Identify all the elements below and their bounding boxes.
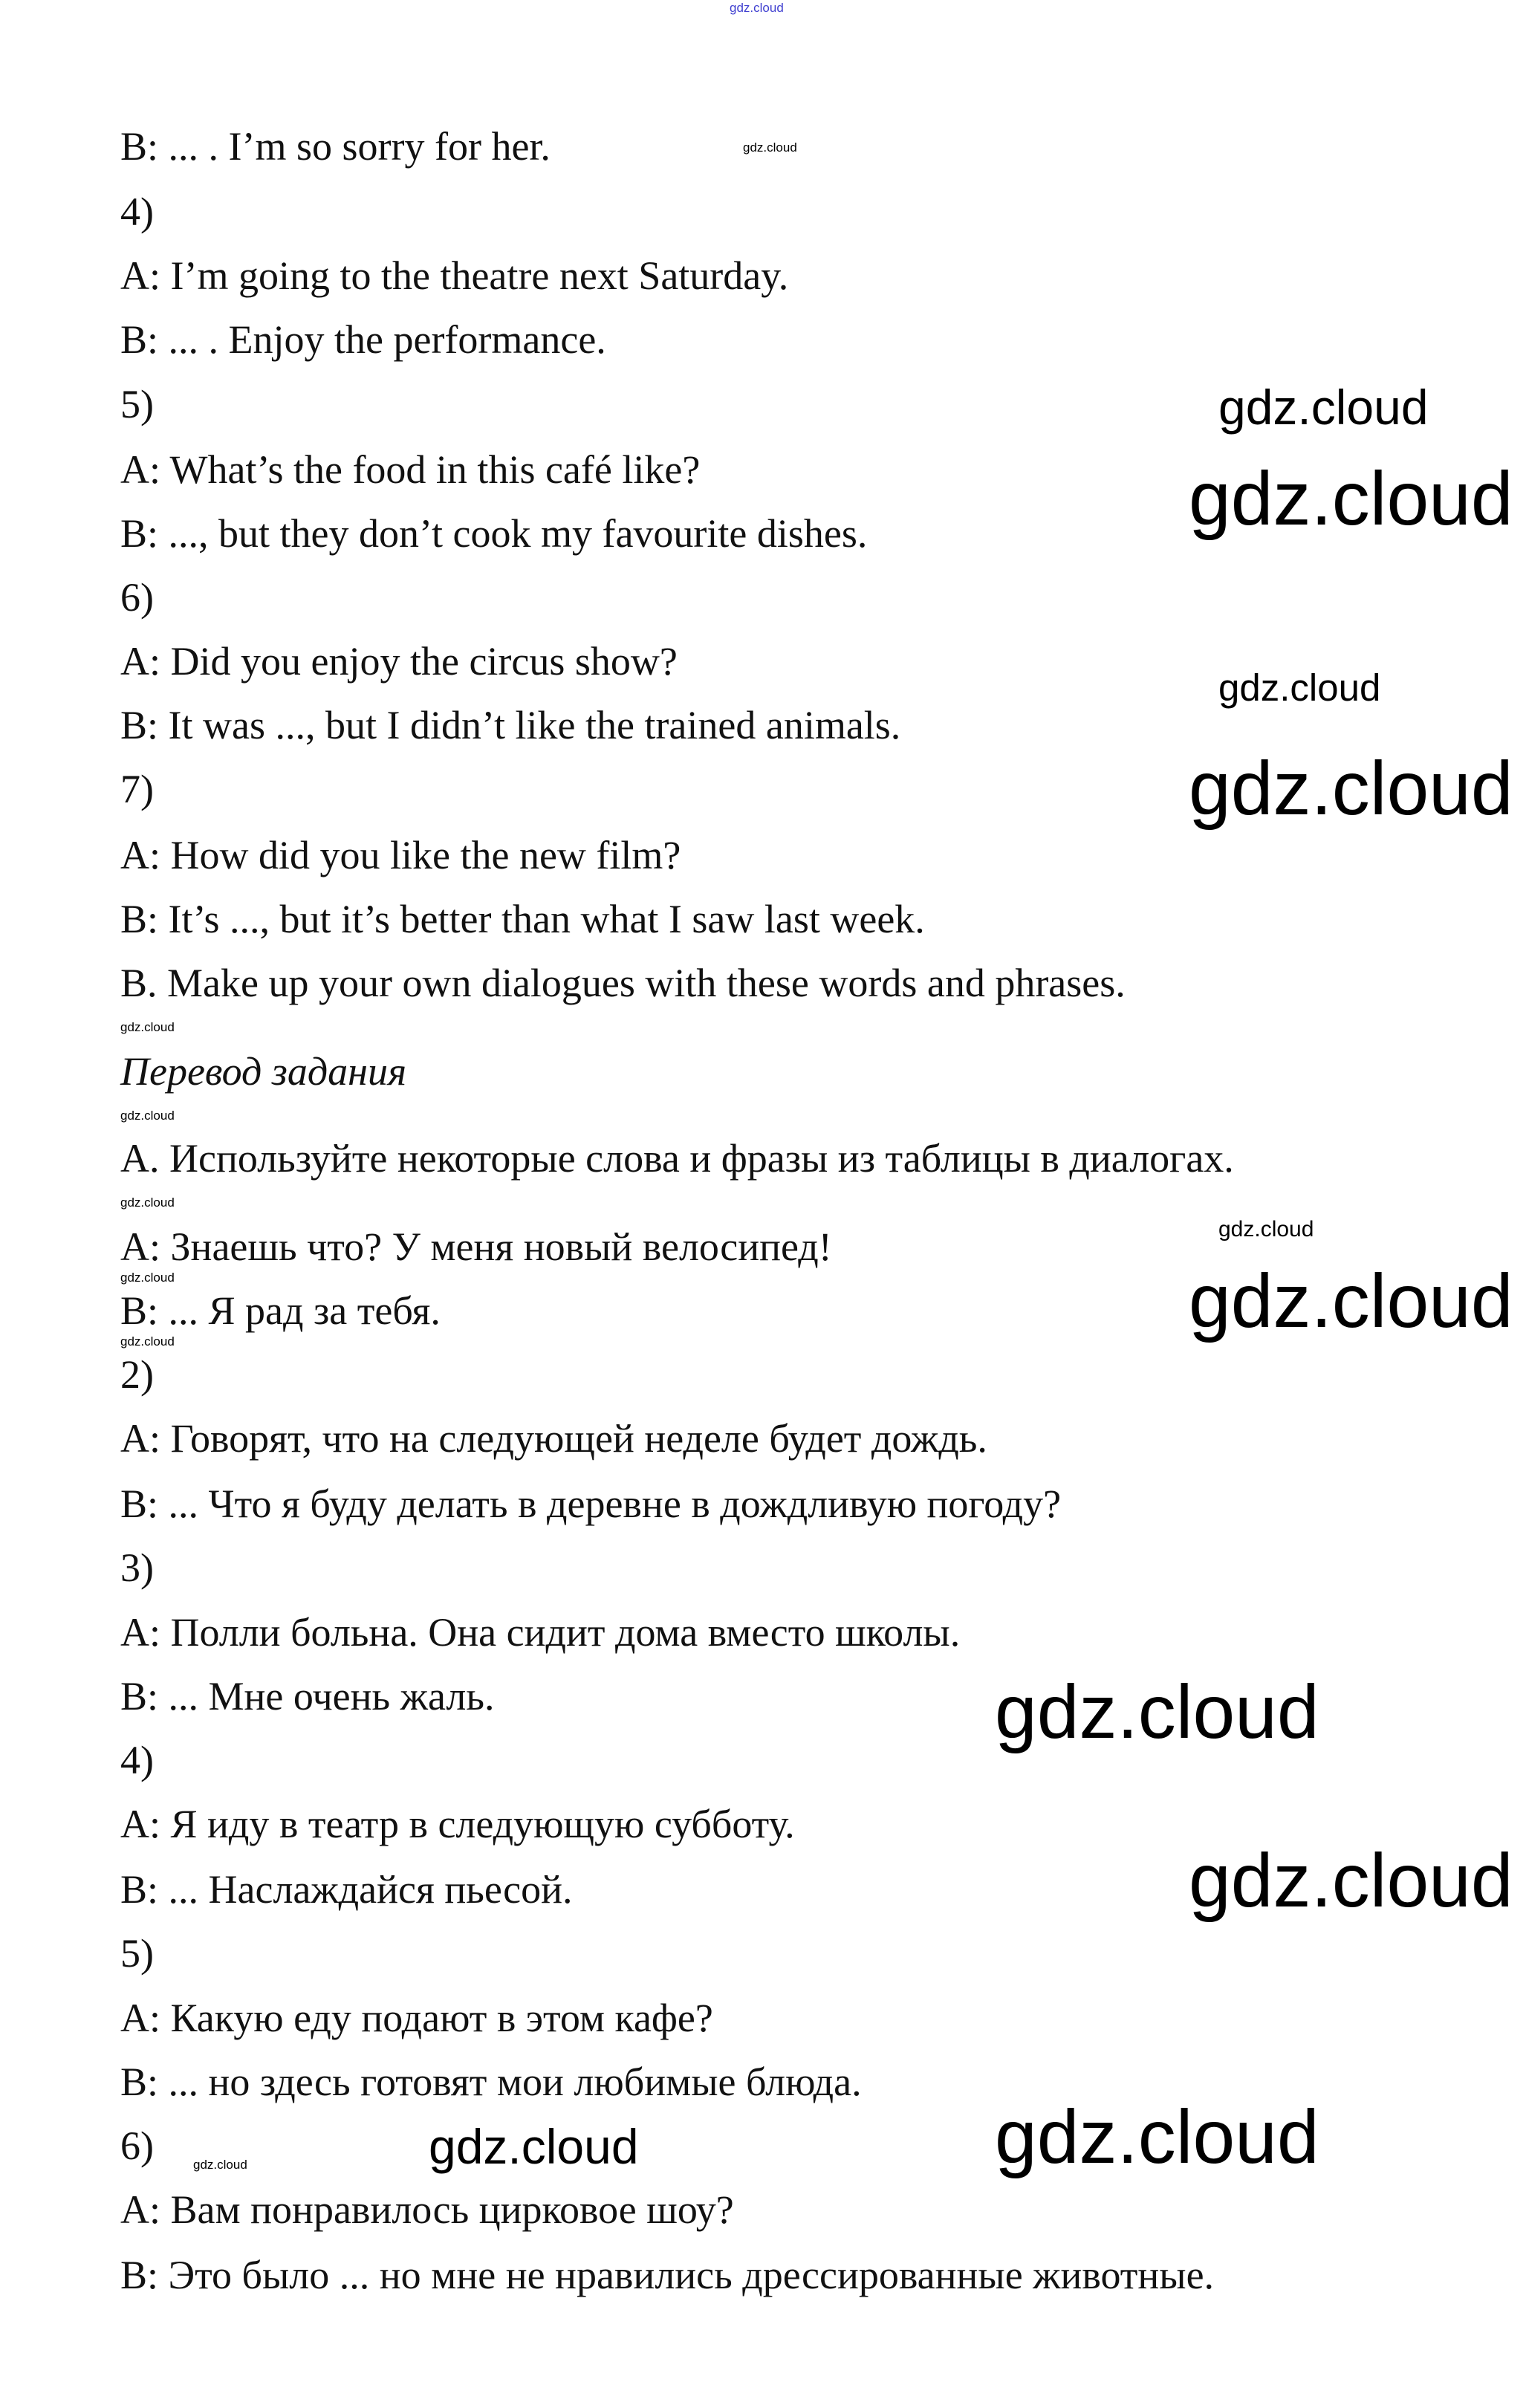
text-line: A: Вам понравилось цирковое шоу? bbox=[120, 2187, 734, 2232]
text-line: B: ... . I’m so sorry for her. bbox=[120, 124, 551, 169]
text-line: B: ... но здесь готовят мои любимые блюда. bbox=[120, 2060, 862, 2104]
watermark: gdz.cloud bbox=[1218, 1217, 1314, 1242]
text-line: B: It was ..., but I didn’t like the trained animals. bbox=[120, 703, 901, 747]
watermark: gdz.cloud bbox=[1189, 1838, 1513, 1923]
item-number: 2) bbox=[120, 1352, 154, 1397]
watermark: gdz.cloud bbox=[193, 2158, 247, 2172]
text-line: B: ... . Enjoy the performance. bbox=[120, 317, 606, 362]
text-line: A: Говорят, что на следующей неделе будет дождь. bbox=[120, 1416, 987, 1461]
text-line: A: Знаешь что? У меня новый велосипед! bbox=[120, 1224, 832, 1269]
text-line: A: Полли больна. Она сидит дома вместо школы. bbox=[120, 1610, 961, 1655]
item-number: 4) bbox=[120, 189, 154, 234]
task-instruction: А. Используйте некоторые слова и фразы из таблицы в диалогах. bbox=[120, 1136, 1234, 1181]
text-line: B: Это было ... но мне не нравились дрессированные животные. bbox=[120, 2253, 1215, 2297]
watermark: gdz.cloud bbox=[743, 140, 797, 155]
watermark: gdz.cloud bbox=[1189, 456, 1513, 541]
text-line: B: It’s ..., but it’s better than what I saw last week. bbox=[120, 897, 925, 941]
watermark: gdz.cloud bbox=[1189, 1259, 1513, 1343]
watermark: gdz.cloud bbox=[1189, 746, 1513, 831]
text-line: A: Я иду в театр в следующую субботу. bbox=[120, 1802, 795, 1846]
watermark: gdz.cloud bbox=[995, 1669, 1319, 1754]
text-line: A: How did you like the new film? bbox=[120, 833, 681, 877]
item-number: 4) bbox=[120, 1738, 154, 1782]
text-line: B: ... Я рад за тебя. bbox=[120, 1288, 441, 1333]
watermark: gdz.cloud bbox=[995, 2094, 1319, 2179]
text-line: A: What’s the food in this café like? bbox=[120, 447, 701, 492]
text-line: B: ... Мне очень жаль. bbox=[120, 1674, 495, 1719]
text-line: B: ..., but they don’t cook my favourite dishes. bbox=[120, 511, 868, 556]
text-line: B: ... Наслаждайся пьесой. bbox=[120, 1867, 573, 1912]
watermark: gdz.cloud bbox=[429, 2119, 639, 2174]
watermark: gdz.cloud bbox=[120, 1195, 175, 1210]
item-number: 3) bbox=[120, 1545, 154, 1590]
text-line: A: Какую еду подают в этом кафе? bbox=[120, 1996, 713, 2040]
watermark: gdz.cloud bbox=[1218, 666, 1381, 709]
watermark: gdz.cloud bbox=[120, 1020, 175, 1034]
item-number: 5) bbox=[120, 1931, 154, 1976]
watermark: gdz.cloud bbox=[120, 1270, 175, 1285]
header-watermark: gdz.cloud bbox=[730, 1, 784, 15]
item-number: 6) bbox=[120, 575, 154, 620]
watermark: gdz.cloud bbox=[120, 1109, 175, 1123]
text-line: A: I’m going to the theatre next Saturday. bbox=[120, 253, 789, 298]
item-number: 5) bbox=[120, 382, 154, 426]
text-line: B: ... Что я буду делать в деревне в дождливую погоду? bbox=[120, 1482, 1062, 1526]
text-line: A: Did you enjoy the circus show? bbox=[120, 639, 678, 684]
task-instruction: B. Make up your own dialogues with these words and phrases. bbox=[120, 961, 1126, 1005]
item-number: 6) bbox=[120, 2123, 154, 2168]
watermark: gdz.cloud bbox=[120, 1334, 175, 1349]
watermark: gdz.cloud bbox=[1218, 380, 1429, 435]
item-number: 7) bbox=[120, 767, 154, 811]
translation-heading: Перевод задания bbox=[120, 1049, 407, 1094]
